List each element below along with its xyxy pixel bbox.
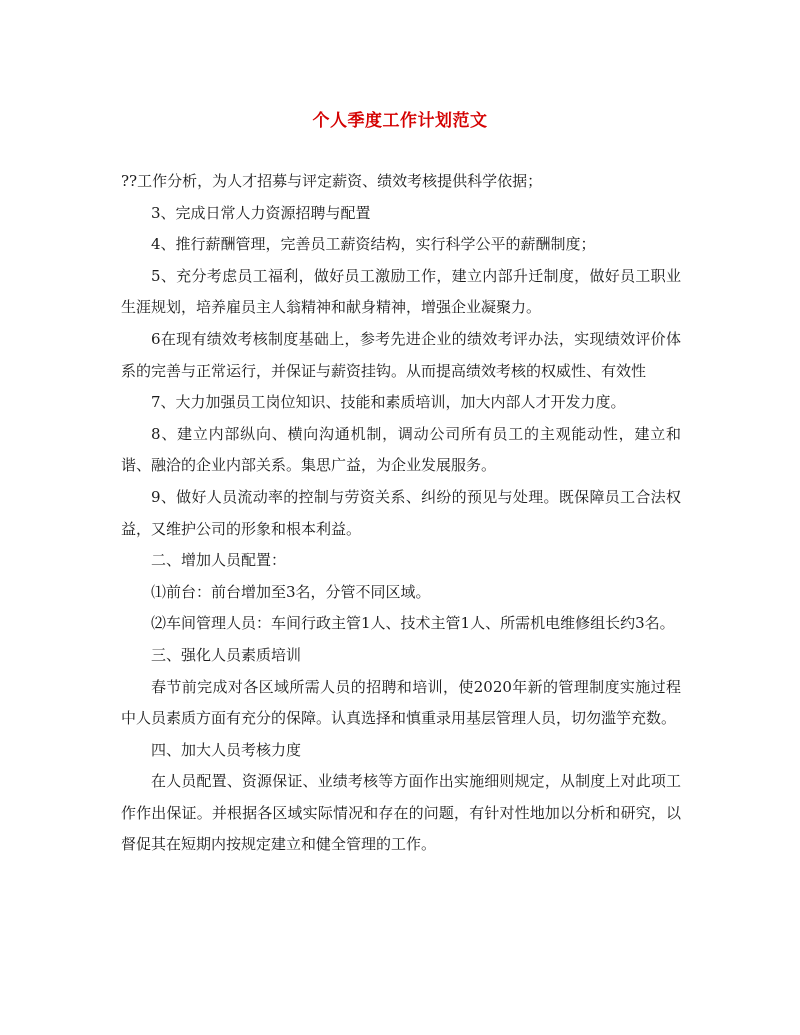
section-heading-staffing: 二、增加人员配置： <box>151 551 287 570</box>
paragraph-item-7: 7、大力加强员工岗位知识、技能和素质培训，加大内部人才开发力度。 <box>151 393 626 412</box>
paragraph-item-5: 5、充分考虑员工福利，做好员工激励工作，建立内部升迁制度，做好员工职业生涯规划，培养雇员主人翁精神和献身精神，增强企业凝聚力。 <box>121 266 681 317</box>
paragraph-item-8: 8、建立内部纵向、横向沟通机制，调动公司所有员工的主观能动性，建立和谐、融洽的企业内部关系。集思广益，为企业发展服务。 <box>121 424 681 475</box>
paragraph-item-4: 4、推行薪酬管理，完善员工薪资结构，实行科学公平的薪酬制度； <box>151 235 596 254</box>
paragraph-assessment-details: 在人员配置、资源保证、业绩考核等方面作出实施细则规定，从制度上对此项工作作出保证。并根据各区域实际情况和存在的问题，有针对性地加以分析和研究，以督促其在短期内按规定建立和健全管理的工作。 <box>121 772 681 854</box>
document-body <box>121 166 681 861</box>
paragraph-item-9: 9、做好人员流动率的控制与劳资关系、纠纷的预见与处理。既保障员工合法权益，又维护公司的形象和根本利益。 <box>121 487 681 538</box>
paragraph-front-desk: ⑴前台：前台增加至3名，分管不同区域。 <box>151 582 431 601</box>
section-heading-assessment: 四、加大人员考核力度 <box>151 740 302 759</box>
paragraph-work-analysis: ??工作分析，为人才招募与评定薪资、绩效考核提供科学依据； <box>121 172 543 190</box>
paragraph-workshop-management: ⑵车间管理人员：车间行政主管1人、技术主管1人、所需机电维修组长约3名。 <box>151 614 675 633</box>
section-heading-training: 三、强化人员素质培训 <box>151 645 302 664</box>
paragraph-training-details: 春节前完成对各区域所需人员的招聘和培训，使2020年新的管理制度实施过程中人员素质方面有充分的保障。认真选择和慎重录用基层管理人员，切勿滥竽充数。 <box>121 677 681 728</box>
paragraph-item-3: 3、完成日常人力资源招聘与配置 <box>151 203 371 222</box>
document-title: 个人季度工作计划范文 <box>312 111 488 131</box>
paragraph-item-6: 6在现有绩效考核制度基础上，参考先进企业的绩效考评办法，实现绩效评价体系的完善与正常运行，并保证与薪资挂钩。从而提高绩效考核的权威性、有效性 <box>121 329 681 380</box>
